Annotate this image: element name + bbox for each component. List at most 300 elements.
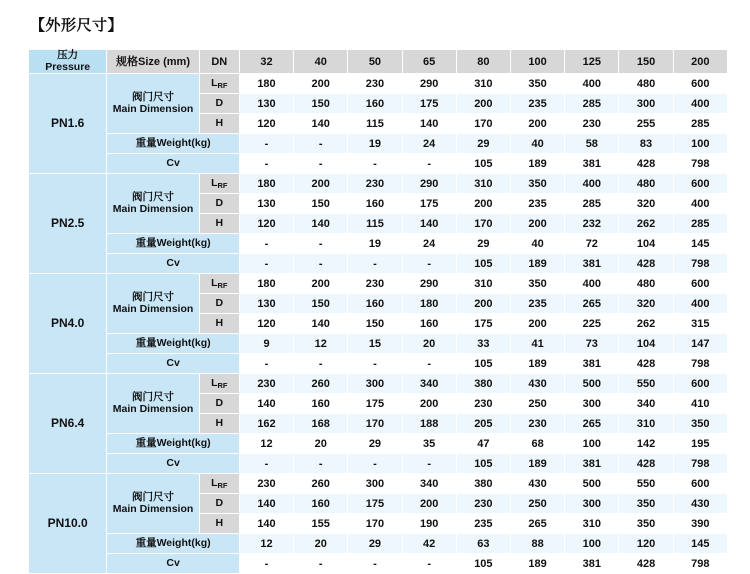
cell: 170 (456, 114, 510, 134)
cell: 798 (673, 454, 727, 474)
cell: 20 (294, 534, 348, 554)
cell: 140 (402, 114, 456, 134)
row-label-cv: Cv (107, 554, 240, 574)
cell: 40 (510, 234, 564, 254)
page-title: 【外形尺寸】 (30, 17, 124, 34)
cell: 73 (565, 334, 619, 354)
cell: 350 (510, 174, 564, 194)
cell: 104 (619, 334, 673, 354)
cell: 105 (456, 154, 510, 174)
cell: 350 (619, 494, 673, 514)
row-label-lrf-text: L (211, 176, 218, 189)
cell: 160 (294, 494, 348, 514)
row-label-lrf-sub: RF (217, 380, 228, 390)
cell: 265 (565, 414, 619, 434)
cell: 72 (565, 234, 619, 254)
cell: 200 (294, 274, 348, 294)
cell: 310 (456, 274, 510, 294)
cell: 798 (673, 554, 727, 574)
cell: - (402, 454, 456, 474)
cell: 265 (565, 294, 619, 314)
cell: 200 (456, 294, 510, 314)
cell: - (294, 234, 348, 254)
table-row (29, 454, 728, 474)
main-dimension-en: Main Dimension (112, 202, 194, 215)
cell: 200 (294, 74, 348, 94)
cell: 150 (294, 94, 348, 114)
table-row (29, 234, 728, 254)
cell: 160 (348, 94, 402, 114)
cell: 63 (456, 534, 510, 554)
cell: 120 (619, 534, 673, 554)
header-size-80: 80 (456, 50, 510, 74)
row-label-weight: 重量Weight(kg) (107, 434, 240, 454)
cell: 381 (565, 354, 619, 374)
cell: 381 (565, 154, 619, 174)
cell: - (348, 354, 402, 374)
table-row (29, 334, 728, 354)
cell: 140 (239, 514, 293, 534)
cell: 140 (294, 214, 348, 234)
cell: - (239, 134, 293, 154)
cell: - (348, 554, 402, 574)
cell: 150 (294, 194, 348, 214)
cell: 430 (510, 474, 564, 494)
cell: 310 (619, 414, 673, 434)
cell: 40 (510, 134, 564, 154)
cell: 300 (348, 374, 402, 394)
cell: 798 (673, 354, 727, 374)
table-row (29, 374, 728, 394)
cell: 142 (619, 434, 673, 454)
cell: 320 (619, 194, 673, 214)
cell: 175 (402, 94, 456, 114)
cell: 262 (619, 214, 673, 234)
cell: 120 (239, 214, 293, 234)
cell: 430 (673, 494, 727, 514)
header-size-32: 32 (239, 50, 293, 74)
cell: - (348, 154, 402, 174)
row-label-lrf-sub: RF (217, 180, 228, 190)
cell: 225 (565, 314, 619, 334)
cell: 140 (402, 214, 456, 234)
cell: 250 (510, 394, 564, 414)
pressure-label-pn16: PN1.6 (29, 74, 107, 174)
cell: 300 (565, 494, 619, 514)
pressure-label-pn64: PN6.4 (29, 374, 107, 474)
cell: 798 (673, 254, 727, 274)
cell: 105 (456, 554, 510, 574)
cell: 600 (673, 374, 727, 394)
cell: 500 (565, 474, 619, 494)
cell: - (402, 254, 456, 274)
row-label-d: D (199, 294, 239, 314)
cell: 428 (619, 554, 673, 574)
table-row (29, 134, 728, 154)
cell: 310 (456, 74, 510, 94)
row-label-d: D (199, 94, 239, 114)
cell: - (294, 134, 348, 154)
cell: 130 (239, 194, 293, 214)
cell: 145 (673, 234, 727, 254)
cell: 195 (673, 434, 727, 454)
cell: 235 (510, 194, 564, 214)
header-size-125: 125 (565, 50, 619, 74)
main-dimension-en: Main Dimension (112, 502, 194, 515)
cell: 410 (673, 394, 727, 414)
row-label-h: H (199, 114, 239, 134)
cell: 160 (402, 314, 456, 334)
cell: 115 (348, 114, 402, 134)
cell: 29 (456, 234, 510, 254)
cell: 380 (456, 474, 510, 494)
cell: 285 (565, 194, 619, 214)
cell: 200 (510, 314, 564, 334)
cell: 20 (402, 334, 456, 354)
cell: - (294, 154, 348, 174)
cell: 260 (294, 374, 348, 394)
cell: 798 (673, 154, 727, 174)
cell: 340 (402, 374, 456, 394)
cell: 230 (565, 114, 619, 134)
cell: 189 (510, 454, 564, 474)
row-label-lrf-sub: RF (217, 80, 228, 90)
row-label-h: H (199, 514, 239, 534)
cell: 29 (348, 434, 402, 454)
row-label-h: H (199, 214, 239, 234)
cell: 430 (510, 374, 564, 394)
table-row (29, 554, 728, 574)
table-header-row (29, 50, 728, 74)
row-label-weight: 重量Weight(kg) (107, 334, 240, 354)
cell: 168 (294, 414, 348, 434)
cell: - (294, 554, 348, 574)
cell: 400 (565, 74, 619, 94)
cell: 33 (456, 334, 510, 354)
cell: 230 (239, 374, 293, 394)
cell: 600 (673, 474, 727, 494)
cell: 230 (239, 474, 293, 494)
cell: 230 (348, 74, 402, 94)
cell: 100 (673, 134, 727, 154)
main-dimension-en: Main Dimension (112, 302, 194, 315)
cell: 162 (239, 414, 293, 434)
cell: 35 (402, 434, 456, 454)
cell: 480 (619, 274, 673, 294)
cell: 232 (565, 214, 619, 234)
cell: 12 (239, 434, 293, 454)
cell: 100 (565, 434, 619, 454)
cell: 83 (619, 134, 673, 154)
cell: 500 (565, 374, 619, 394)
header-pressure (29, 50, 107, 74)
cell: 235 (510, 294, 564, 314)
cell: - (402, 354, 456, 374)
cell: 175 (456, 314, 510, 334)
cell: 105 (456, 354, 510, 374)
cell: 200 (510, 114, 564, 134)
main-dimension-cn: 阀门尺寸 (132, 91, 175, 104)
header-size-50: 50 (348, 50, 402, 74)
cell: 310 (456, 174, 510, 194)
cell: 230 (348, 274, 402, 294)
header-pressure-en: Pressure (45, 60, 91, 73)
row-label-lrf (199, 74, 239, 94)
cell: - (294, 354, 348, 374)
cell: - (402, 554, 456, 574)
cell: 400 (673, 294, 727, 314)
cell: 170 (348, 514, 402, 534)
cell: 19 (348, 134, 402, 154)
cell: 285 (673, 214, 727, 234)
row-label-h: H (199, 314, 239, 334)
cell: 550 (619, 474, 673, 494)
table-row (29, 174, 728, 194)
cell: - (239, 354, 293, 374)
cell: 262 (619, 314, 673, 334)
table-row (29, 154, 728, 174)
cell: - (239, 254, 293, 274)
row-label-lrf-sub: RF (217, 480, 228, 490)
header-size-200: 200 (673, 50, 727, 74)
cell: 230 (456, 494, 510, 514)
cell: 400 (565, 274, 619, 294)
cell: 200 (402, 394, 456, 414)
header-size-65: 65 (402, 50, 456, 74)
cell: 47 (456, 434, 510, 454)
row-label-lrf-text: L (211, 476, 218, 489)
main-dimension-cn: 阀门尺寸 (132, 291, 175, 304)
header-pressure-cn: 压力 (57, 49, 79, 61)
cell: 381 (565, 254, 619, 274)
cell: 115 (348, 214, 402, 234)
cell: 150 (294, 294, 348, 314)
cell: 105 (456, 454, 510, 474)
header-size-40: 40 (294, 50, 348, 74)
cell: 390 (673, 514, 727, 534)
cell: 300 (565, 394, 619, 414)
cell: 480 (619, 174, 673, 194)
cell: 380 (456, 374, 510, 394)
row-label-lrf-text: L (211, 376, 218, 389)
pressure-label-pn40: PN4.0 (29, 274, 107, 374)
cell: 550 (619, 374, 673, 394)
cell: 19 (348, 234, 402, 254)
cell: 200 (294, 174, 348, 194)
table-row (29, 74, 728, 94)
cell: 190 (402, 514, 456, 534)
pressure-label-pn25: PN2.5 (29, 174, 107, 274)
main-dimension-en: Main Dimension (112, 102, 194, 115)
main-dimension-label (107, 274, 199, 334)
cell: - (239, 454, 293, 474)
main-dimension-cn: 阀门尺寸 (132, 491, 175, 504)
cell: 175 (348, 494, 402, 514)
cell: 147 (673, 334, 727, 354)
cell: 285 (565, 94, 619, 114)
main-dimension-label (107, 374, 199, 434)
cell: 140 (239, 494, 293, 514)
dimension-table (28, 49, 728, 574)
cell: 29 (456, 134, 510, 154)
cell: 315 (673, 314, 727, 334)
cell: 205 (456, 414, 510, 434)
cell: 189 (510, 154, 564, 174)
main-dimension-cn: 阀门尺寸 (132, 191, 175, 204)
row-label-lrf (199, 274, 239, 294)
cell: 160 (348, 294, 402, 314)
cell: 88 (510, 534, 564, 554)
cell: 68 (510, 434, 564, 454)
cell: 400 (565, 174, 619, 194)
main-dimension-cn: 阀门尺寸 (132, 391, 175, 404)
cell: 600 (673, 174, 727, 194)
row-label-d: D (199, 494, 239, 514)
cell: 100 (565, 534, 619, 554)
row-label-cv: Cv (107, 254, 240, 274)
row-label-cv: Cv (107, 354, 240, 374)
cell: 104 (619, 234, 673, 254)
cell: 12 (239, 534, 293, 554)
table-row (29, 534, 728, 554)
cell: - (348, 454, 402, 474)
cell: 428 (619, 454, 673, 474)
cell: 381 (565, 454, 619, 474)
table-row (29, 254, 728, 274)
cell: 428 (619, 154, 673, 174)
main-dimension-label (107, 74, 199, 134)
table-header (29, 50, 728, 74)
cell: 24 (402, 234, 456, 254)
table-row (29, 354, 728, 374)
cell: 180 (239, 274, 293, 294)
cell: 58 (565, 134, 619, 154)
cell: 350 (619, 514, 673, 534)
cell: 235 (456, 514, 510, 534)
cell: 290 (402, 74, 456, 94)
row-label-cv: Cv (107, 154, 240, 174)
cell: 105 (456, 254, 510, 274)
cell: 320 (619, 294, 673, 314)
cell: 150 (348, 314, 402, 334)
cell: 600 (673, 74, 727, 94)
cell: 200 (456, 94, 510, 114)
cell: 255 (619, 114, 673, 134)
cell: 230 (510, 414, 564, 434)
cell: 41 (510, 334, 564, 354)
cell: 140 (294, 314, 348, 334)
cell: 189 (510, 254, 564, 274)
cell: 250 (510, 494, 564, 514)
cell: 290 (402, 274, 456, 294)
cell: 42 (402, 534, 456, 554)
cell: 265 (510, 514, 564, 534)
cell: 200 (402, 494, 456, 514)
cell: 480 (619, 74, 673, 94)
table-row (29, 434, 728, 454)
cell: 350 (510, 74, 564, 94)
table-body (29, 74, 728, 574)
cell: 120 (239, 114, 293, 134)
cell: 400 (673, 94, 727, 114)
cell: 230 (348, 174, 402, 194)
row-label-weight: 重量Weight(kg) (107, 234, 240, 254)
cell: 235 (510, 94, 564, 114)
cell: 300 (619, 94, 673, 114)
row-label-d: D (199, 194, 239, 214)
row-label-lrf (199, 474, 239, 494)
cell: 260 (294, 474, 348, 494)
cell: 180 (402, 294, 456, 314)
cell: 350 (510, 274, 564, 294)
row-label-lrf (199, 174, 239, 194)
cell: 285 (673, 114, 727, 134)
row-label-d: D (199, 394, 239, 414)
cell: 180 (239, 174, 293, 194)
cell: 188 (402, 414, 456, 434)
main-dimension-label (107, 474, 199, 534)
cell: 230 (456, 394, 510, 414)
cell: 340 (619, 394, 673, 414)
cell: 600 (673, 274, 727, 294)
cell: 381 (565, 554, 619, 574)
row-label-lrf (199, 374, 239, 394)
row-label-h: H (199, 414, 239, 434)
cell: 12 (294, 334, 348, 354)
cell: 145 (673, 534, 727, 554)
cell: 170 (348, 414, 402, 434)
cell: 310 (565, 514, 619, 534)
pressure-label-pn100: PN10.0 (29, 474, 107, 574)
cell: 140 (294, 114, 348, 134)
table-row (29, 474, 728, 494)
cell: 200 (456, 194, 510, 214)
cell: 400 (673, 194, 727, 214)
cell: 170 (456, 214, 510, 234)
cell: 428 (619, 354, 673, 374)
cell: 155 (294, 514, 348, 534)
cell: 29 (348, 534, 402, 554)
cell: - (294, 454, 348, 474)
row-label-cv: Cv (107, 454, 240, 474)
cell: - (239, 554, 293, 574)
cell: 200 (510, 214, 564, 234)
cell: 340 (402, 474, 456, 494)
cell: - (239, 154, 293, 174)
header-size-100: 100 (510, 50, 564, 74)
header-spec: 规格Size (mm) (107, 50, 199, 74)
row-label-weight: 重量Weight(kg) (107, 534, 240, 554)
cell: - (402, 154, 456, 174)
cell: 15 (348, 334, 402, 354)
cell: 290 (402, 174, 456, 194)
cell: 189 (510, 554, 564, 574)
row-label-weight: 重量Weight(kg) (107, 134, 240, 154)
table-row (29, 274, 728, 294)
cell: 24 (402, 134, 456, 154)
cell: - (348, 254, 402, 274)
cell: 428 (619, 254, 673, 274)
cell: - (239, 234, 293, 254)
header-dn: DN (199, 50, 239, 74)
cell: - (294, 254, 348, 274)
cell: 140 (239, 394, 293, 414)
cell: 180 (239, 74, 293, 94)
cell: 175 (348, 394, 402, 414)
header-size-150: 150 (619, 50, 673, 74)
cell: 130 (239, 294, 293, 314)
cell: 120 (239, 314, 293, 334)
